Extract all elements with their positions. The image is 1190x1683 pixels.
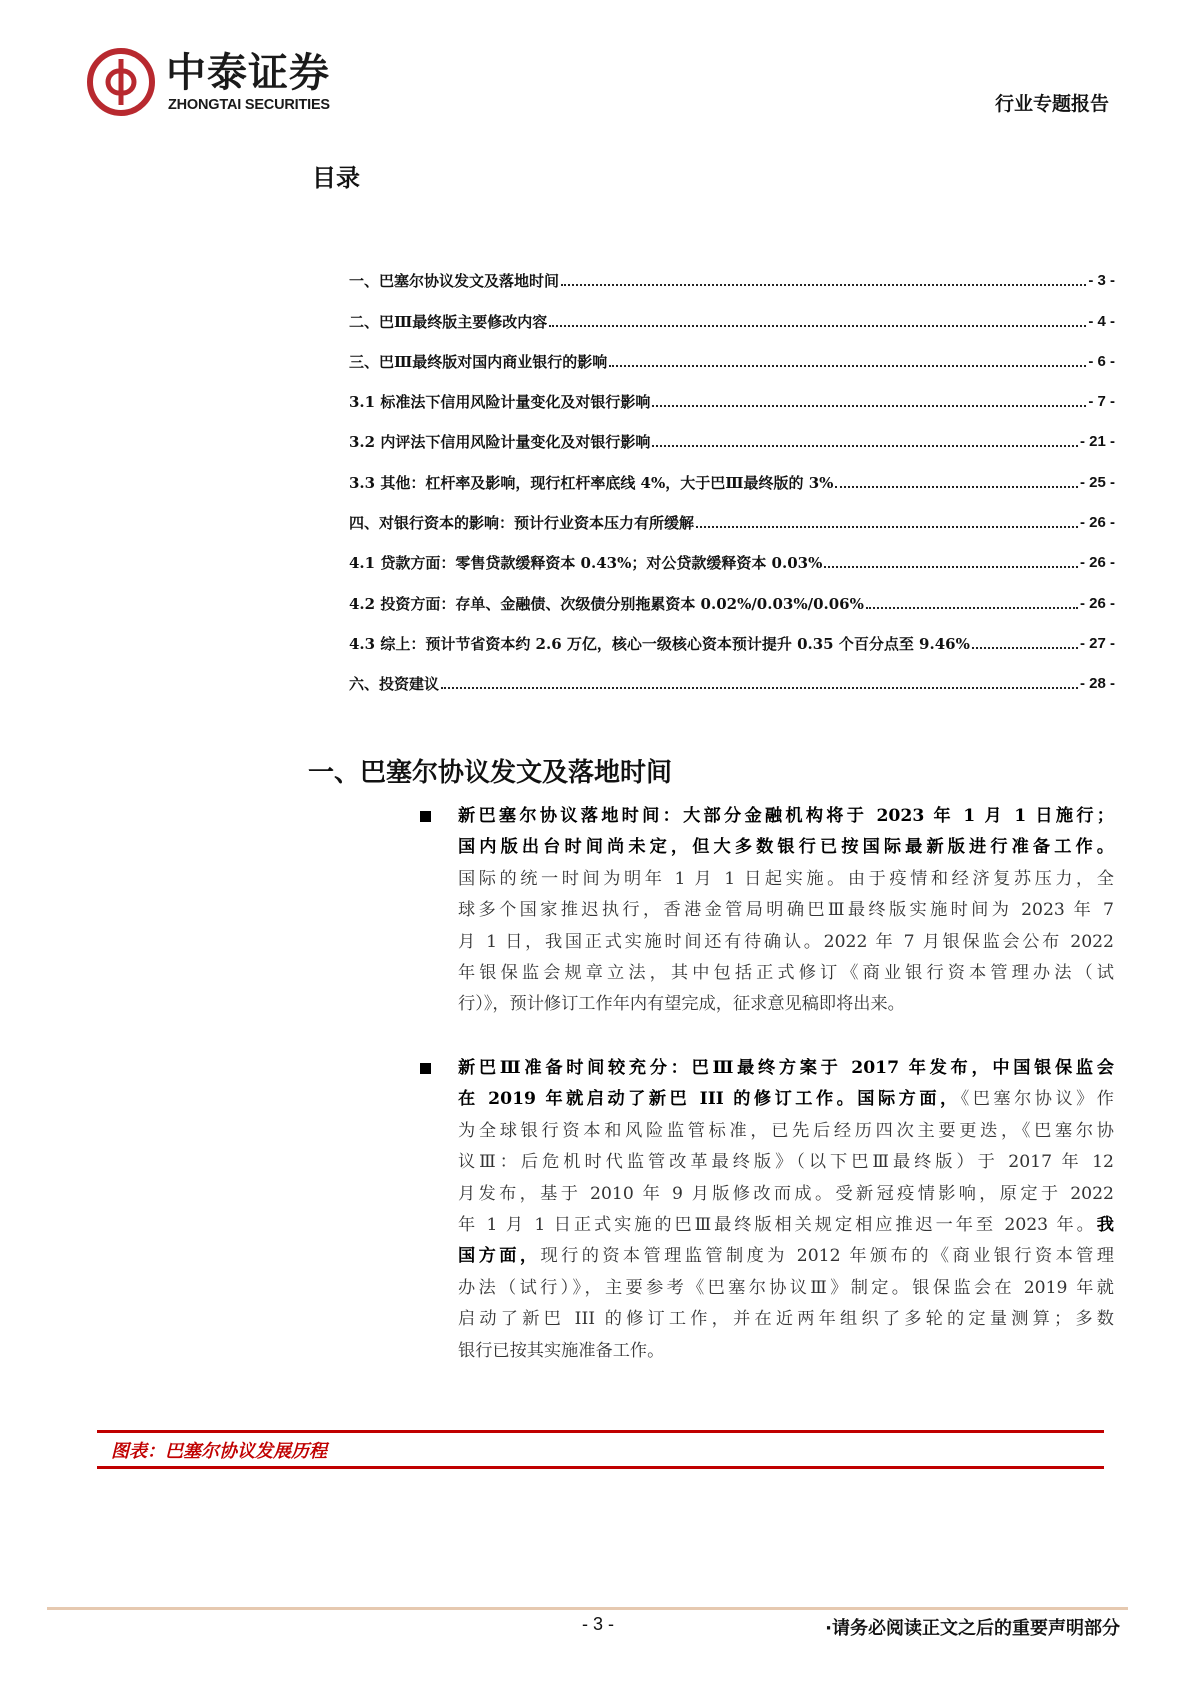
paragraph-landing-time [458, 801, 1114, 1021]
toc-item[interactable] [349, 252, 1115, 292]
figure-caption: 图表：巴塞尔协议发展历程 [111, 1441, 327, 1462]
table-of-contents [349, 252, 1115, 695]
toc-leader-dots [866, 607, 1078, 609]
text-line [458, 801, 1114, 832]
body-text: 办法（试行）》，主要参考《巴塞尔协议Ⅲ》制定。银保监会在 2019 年就 [458, 1277, 1114, 1298]
toc-item[interactable] [349, 333, 1115, 373]
logo-text-en: ZHONGTAI SECURITIES [168, 97, 330, 113]
text-line [458, 1179, 1114, 1210]
body-text: 国际的统一时间为明年 1 月 1 日起实施。由于疫情和经济复苏压力，全 [458, 868, 1114, 889]
body-text: 启动了新巴 III 的修订工作，并在近两年组织了多轮的定量测算；多数 [458, 1309, 1114, 1330]
body-text: 为全球银行资本和风险监管标准，已先后经历四次主要更迭，《巴塞尔协 [458, 1120, 1114, 1141]
text-line [458, 864, 1114, 895]
toc-title: 目录 [312, 164, 360, 192]
body-text: 现行的资本管理监管制度为 2012 年颁布的《商业银行资本管理 [540, 1246, 1114, 1267]
body-text: 年银保监会规章立法，其中包括正式修订《商业银行资本管理办法（试 [458, 962, 1114, 983]
toc-item[interactable] [349, 494, 1115, 534]
text-line [458, 1304, 1114, 1335]
toc-item-label: 3.1 标准法下信用风险计量变化及对银行影响 [349, 393, 651, 412]
text-line [458, 1273, 1114, 1304]
text-line [458, 895, 1114, 926]
paragraph-preparation-time [458, 1053, 1114, 1367]
toc-item-page: - 28 - [1079, 675, 1115, 693]
body-text: 议Ⅲ：后危机时代监管改革最终版》（以下巴Ⅲ最终版）于 2017 年 12 [458, 1152, 1114, 1173]
bold-text: 我 [1096, 1214, 1114, 1235]
report-type-label: 行业专题报告 [994, 93, 1109, 115]
text-line [458, 927, 1114, 958]
text-line [458, 1241, 1114, 1272]
toc-item-page: - 25 - [1079, 473, 1115, 491]
toc-item-page: - 4 - [1088, 312, 1115, 330]
page-number: - 3 - [581, 1614, 614, 1634]
toc-item[interactable] [349, 655, 1115, 695]
toc-item-page: - 26 - [1079, 514, 1115, 532]
toc-leader-dots [824, 566, 1078, 568]
toc-item[interactable] [349, 413, 1115, 453]
toc-item-label: 4.1 贷款方面：零售贷款缓释资本 0.43%；对公贷款缓释资本 0.03% [349, 554, 823, 573]
toc-leader-dots [972, 647, 1078, 649]
zhongtai-logo-icon [86, 47, 156, 117]
toc-leader-dots [609, 365, 1086, 367]
bold-text: 在 2019 年就启动了新巴 III 的修订工作。国际方面， [458, 1089, 961, 1110]
toc-item[interactable] [349, 373, 1115, 413]
text-line [458, 989, 1114, 1020]
bold-text: 新巴Ⅲ准备时间较充分：巴Ⅲ最终方案于 2017 年发布，中国银保监会 [458, 1058, 1114, 1078]
text-line [458, 1336, 1114, 1367]
toc-item-label: 3.2 内评法下信用风险计量变化及对银行影响 [349, 433, 651, 452]
text-line [458, 958, 1114, 989]
caption-top-rule [97, 1430, 1104, 1433]
toc-leader-dots [652, 405, 1086, 407]
toc-item[interactable] [349, 574, 1115, 614]
toc-item-page: - 27 - [1079, 634, 1115, 652]
text-line [458, 1116, 1114, 1147]
toc-item[interactable] [349, 453, 1115, 493]
toc-item-label: 六、投资建议 [349, 675, 440, 694]
toc-leader-dots [561, 284, 1086, 286]
toc-item-label: 3.3 其他：杠杆率及影响，现行杠杆率底线 4%，大于巴Ⅲ最终版的 3% [349, 473, 834, 492]
footer-divider [47, 1607, 1128, 1610]
text-line [458, 832, 1114, 863]
logo-text-cn: 中泰证券 [166, 50, 330, 96]
section-heading: 一、巴塞尔协议发文及落地时间 [308, 758, 673, 788]
body-text: 行）》，预计修订工作年内有望完成，征求意见稿即将出来。 [458, 994, 905, 1015]
caption-bottom-rule [97, 1466, 1104, 1469]
body-text: 年 1 月 1 日正式实施的巴Ⅲ最终版相关规定相应推迟一年至 2023 年。 [458, 1214, 1097, 1235]
toc-item-label: 二、巴Ⅲ最终版主要修改内容 [349, 312, 548, 331]
toc-item[interactable] [349, 292, 1115, 332]
toc-item-label: 四、对银行资本的影响：预计行业资本压力有所缓解 [349, 514, 695, 533]
toc-item-page: - 21 - [1079, 433, 1115, 451]
text-line [458, 1084, 1114, 1115]
toc-leader-dots [696, 526, 1078, 528]
toc-item-label: 4.2 投资方面：存单、金融债、次级债分别拖累资本 0.02%/0.03%/0.06% [349, 594, 864, 613]
toc-item-label: 三、巴Ⅲ最终版对国内商业银行的影响 [349, 352, 608, 371]
toc-item[interactable] [349, 534, 1115, 574]
toc-item-label: 一、巴塞尔协议发文及落地时间 [349, 272, 560, 291]
toc-leader-dots [441, 687, 1078, 689]
body-text: 月发布，基于 2010 年 9 月版修改而成。受新冠疫情影响，原定于 2022 [458, 1183, 1114, 1204]
bullet-square-icon [420, 1063, 431, 1074]
toc-item-page: - 6 - [1088, 352, 1115, 370]
bold-text: 国方面， [458, 1246, 541, 1267]
body-text: 《巴塞尔协议》作 [960, 1089, 1114, 1110]
footer-disclaimer: ·请务必阅读正文之后的重要声明部分 [825, 1618, 1120, 1639]
text-line [458, 1147, 1114, 1178]
body-text: 月 1 日，我国正式实施时间还有待确认。2022 年 7 月银保监会公布 2022 [458, 931, 1114, 952]
toc-item-page: - 7 - [1088, 393, 1115, 411]
toc-item-page: - 3 - [1088, 272, 1115, 290]
text-line [458, 1053, 1114, 1084]
toc-item-label: 4.3 综上：预计节省资本约 2.6 万亿，核心一级核心资本预计提升 0.35 个百分点至 9.46% [349, 634, 970, 653]
toc-item-page: - 26 - [1079, 554, 1115, 572]
body-text: 银行已按其实施准备工作。 [458, 1340, 665, 1361]
bold-text: 国内版出台时间尚未定，但大多数银行已按国际最新版进行准备工作。 [458, 837, 1114, 858]
bold-text: 新巴塞尔协议落地时间：大部分金融机构将于 2023 年 1 月 1 日施行； [458, 806, 1114, 826]
toc-leader-dots [835, 486, 1078, 488]
toc-leader-dots [652, 445, 1078, 447]
bullet-square-icon [420, 811, 431, 822]
toc-item[interactable] [349, 615, 1115, 655]
toc-item-page: - 26 - [1079, 594, 1115, 612]
toc-leader-dots [549, 325, 1086, 327]
body-text: 球多个国家推迟执行，香港金管局明确巴Ⅲ最终版实施时间为 2023 年 7 [458, 900, 1114, 921]
text-line [458, 1210, 1114, 1241]
